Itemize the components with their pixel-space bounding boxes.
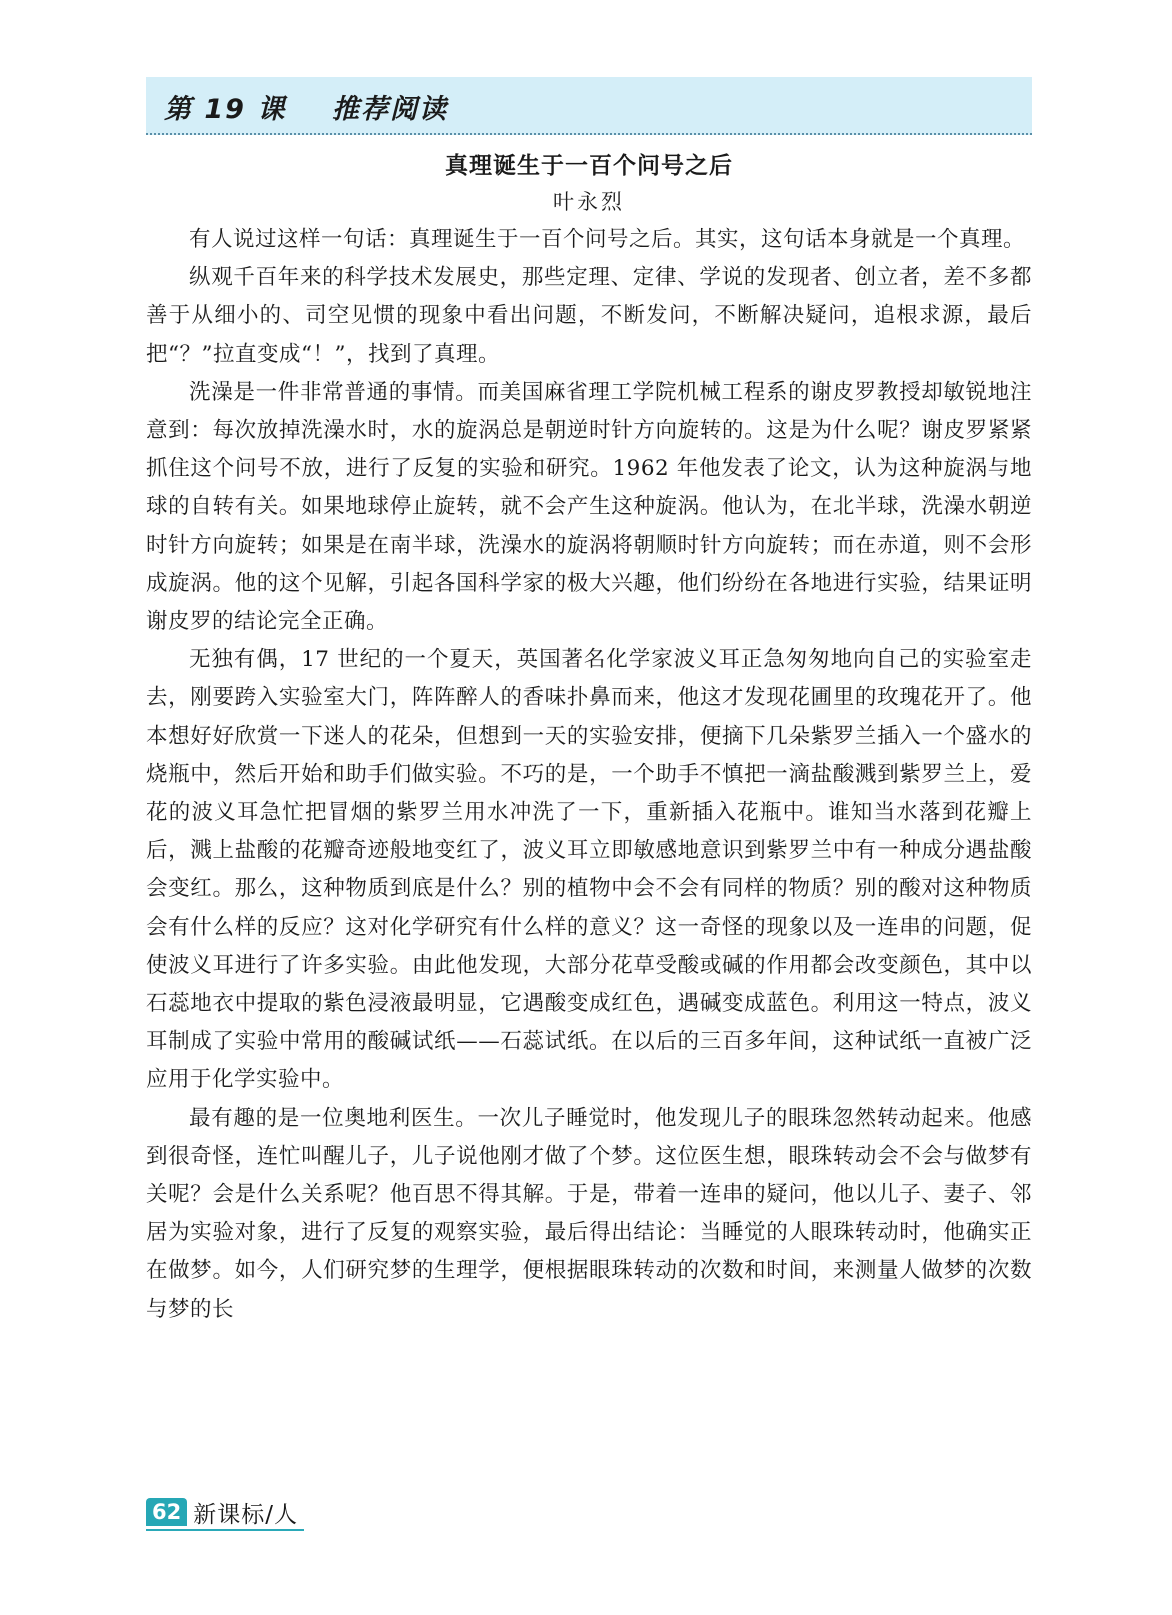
- paragraph: 洗澡是一件非常普通的事情。而美国麻省理工学院机械工程系的谢皮罗教授却敏锐地注意到：每次放掉洗澡水时，水的旋涡总是朝逆时针方向旋转的。这是为什么呢？谢皮罗紧紧抓住这个问号不放，进行了反复的实验和研究。1962 年他发表了论文，认为这种旋涡与地球的自转有关。如果地球停止旋转，就不会产生这种旋涡。他认为，在北半球，洗澡水朝逆时针方向旋转；如果是在南半球，洗澡水的旋涡将朝顺时针方向旋转；而在赤道，则不会形成旋涡。他的这个见解，引起各国科学家的极大兴趣，他们纷纷在各地进行实验，结果证明谢皮罗的结论完全正确。: [146, 379, 1032, 635]
- page-footer: [146, 1495, 304, 1531]
- article-body: [146, 221, 1032, 1329]
- page-number: 62: [146, 1498, 187, 1526]
- article-author: 叶永烈: [553, 190, 625, 214]
- article-title: 真理诞生于一百个问号之后: [445, 153, 733, 179]
- paragraph: 有人说过这样一句话：真理诞生于一百个问号之后。其实，这句话本身就是一个真理。: [189, 227, 1026, 252]
- lesson-header-bar: [146, 77, 1032, 135]
- paragraph: 无独有偶，17 世纪的一个夏天，英国著名化学家波义耳正急匆匆地向自己的实验室走去，刚要跨入实验室大门，阵阵醉人的香味扑鼻而来，他这才发现花圃里的玫瑰花开了。他本想好好欣赏一下迷人的花朵，但想到一天的实验安排，便摘下几朵紫罗兰插入一个盛水的烧瓶中，然后开始和助手们做实验。不巧的是，一个助手不慎把一滴盐酸溅到紫罗兰上，爱花的波义耳急忙把冒烟的紫罗兰用水冲洗了一下，重新插入花瓶中。谁知当水落到花瓣上后，溅上盐酸的花瓣奇迹般地变红了，波义耳立即敏感地意识到紫罗兰中有一种成分遇盐酸会变红。那么，这种物质到底是什么？别的植物中会不会有同样的物质？别的酸对这种物质会有什么样的反应？这对化学研究有什么样的意义？这一奇怪的现象以及一连串的问题，促使波义耳进行了许多实验。由此他发现，大部分花草受酸或碱的作用都会改变颜色，其中以石蕊地衣中提取的紫色浸液最明显，它遇酸变成红色，遇碱变成蓝色。利用这一特点，波义耳制成了实验中常用的酸碱试纸——石蕊试纸。在以后的三百多年间，这种试纸一直被广泛应用于化学实验中。: [146, 647, 1032, 1093]
- paragraph: 最有趣的是一位奥地利医生。一次儿子睡觉时，他发现儿子的眼珠忽然转动起来。他感到很奇怪，连忙叫醒儿子，儿子说他刚才做了个梦。这位医生想，眼珠转动会不会与做梦有关呢？会是什么关系呢？他百思不得其解。于是，带着一连串的疑问，他以儿子、妻子、邻居为实验对象，进行了反复的观察实验，最后得出结论：当睡觉的人眼珠转动时，他确实正在做梦。如今，人们研究梦的生理学，便根据眼珠转动的次数和时间，来测量人做梦的次数与梦的长: [146, 1105, 1032, 1322]
- paragraph: 纵观千百年来的科学技术发展史，那些定理、定律、学说的发现者、创立者，差不多都善于从细小的、司空见惯的现象中看出问题，不断发问，不断解决疑问，追根求源，最后把“？”拉直变成“！”，找到了真理。: [146, 265, 1032, 367]
- edition-label: 新课标/人: [193, 1501, 298, 1528]
- lesson-title: 第 19 课 推荐阅读: [164, 94, 448, 125]
